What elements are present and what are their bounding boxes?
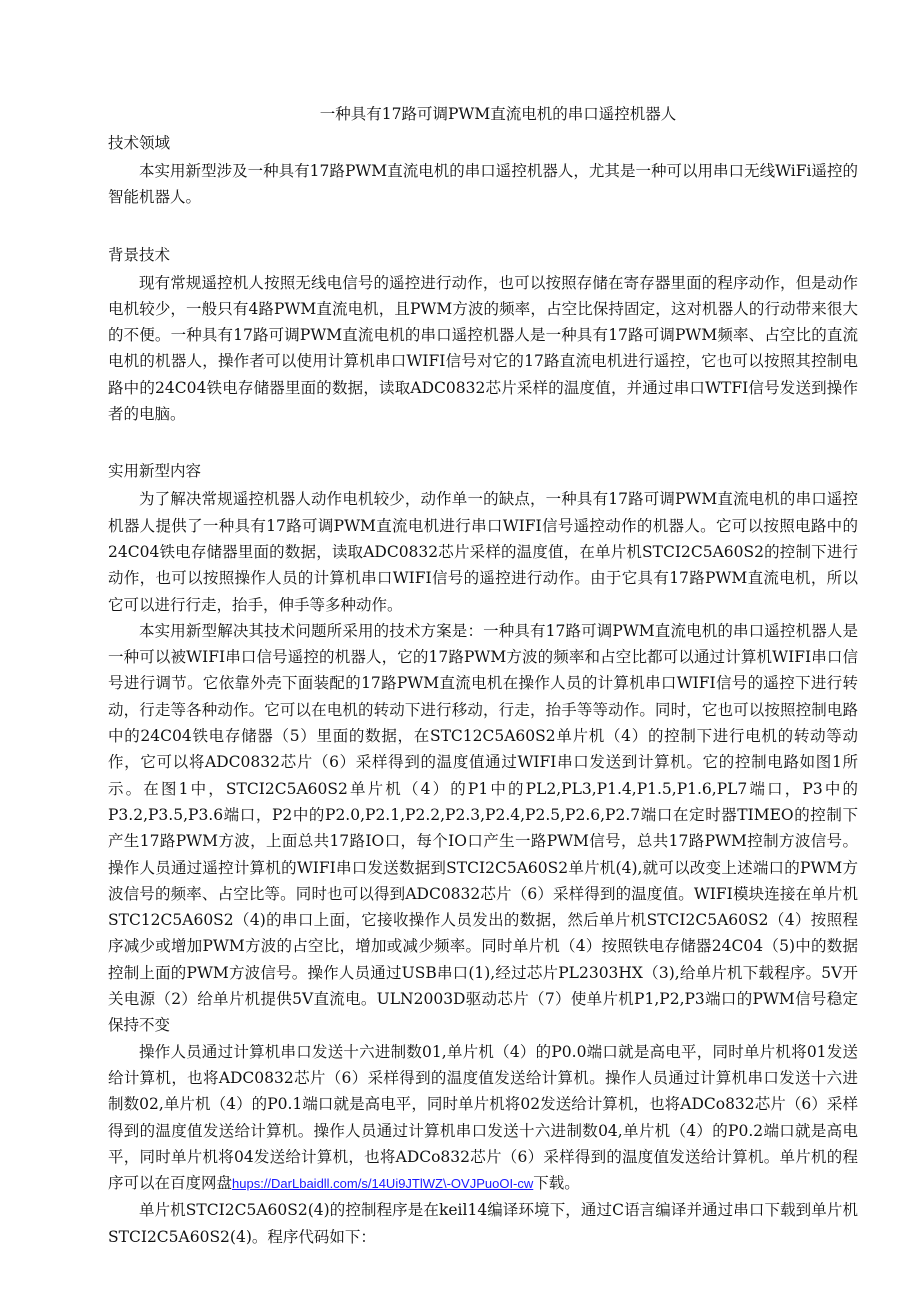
paragraph-content-3-text: 操作人员通过计算机串口发送十六进制数01,单片机（4）的P0.0端口就是高电平，同时单片机将01发送给计算机，也将ADC0832芯片（6）采样得到的温度值发送给计算机。操作人员通过计算机串口发送十六进制数02,单片机（4）的P0.1端口就是高电平，同时单片机将02发送给计算机，也将ADCo832芯片（6）采样得到的温度值发送给计算机。操作人员通过计算机串口发送十六进制数04,单片机（4）的P0.2端口就是高电平，同时单片机将04发送给计算机，也将ADCo832芯片（6）采样得到的温度值发送给计算机。单片机的程序可以在百度网盘 xyxy=(108,1042,858,1193)
download-link[interactable]: hups://DarLbaidll.com/s/14Ui9JTlWZ\-OVJPuoOI-cw xyxy=(232,1176,534,1192)
section-heading-content: 实用新型内容 xyxy=(108,462,202,481)
paragraph-background: 现有常规遥控机人按照无线电信号的遥控进行动作，也可以按照存储在寄存器里面的程序动作，但是动作电机较少，一般只有4路PWM直流电机，且PWM方波的频率，占空比保持固定，这对机器人的行动带来很大的不便。一种具有17路可调PWM直流电机的串口遥控机器人是一种具有17路可调PWM频率、占空比的直流电机的机器人，操作者可以使用计算机串口WIFI信号对它的17路直流电机进行遥控，它也可以按照其控制电路中的24C04铁电存储器里面的数据，读取ADC0832芯片采样的温度值，并通过串口WTFI信号发送到操作者的电脑。 xyxy=(108,273,858,424)
document-title: 一种具有17路可调PWM直流电机的串口遥控机器人 xyxy=(319,105,677,123)
paragraph-content-3 xyxy=(108,1039,858,1198)
paragraph-content-1: 为了解决常规遥控机器人动作电机较少，动作单一的缺点，一种具有17路可调PWM直流电机的串口遥控机器人提供了一种具有17路可调PWM直流电机进行串口WIFI信号遥控动作的机器人。它可以按照电路中的24C04铁电存储器里面的数据，读取ADC0832芯片采样的温度值，在单片机STCI2C5A60S2的控制下进行动作，也可以按照操作人员的计算机串口WIFI信号的遥控进行动作。由于它具有17路PWM直流电机，所以它可以进行行走，抬手，伸手等多种动作。 xyxy=(108,490,858,614)
paragraph-content-4: 单片机STCI2C5A60S2(4)的控制程序是在keil14编译环境下，通过C语言编译并通过串口下载到单片机STCI2C5A60S2(4)。程序代码如下： xyxy=(108,1201,858,1246)
section-heading-background: 背景技术 xyxy=(108,245,171,264)
document-body xyxy=(108,100,858,1250)
spacer xyxy=(108,427,858,457)
paragraph-content-2: 本实用新型解决其技术问题所采用的技术方案是：一种具有17路可调PWM直流电机的串口遥控机器人是一种可以被WIFI串口信号遥控的机器人，它的17路PWM方波的频率和占空比都可以通过计算机WIFI串口信号进行调节。它依靠外壳下面装配的17路PWM直流电机在操作人员的计算机串口WIFI信号的遥控下进行转动，行走等各种动作。它可以在电机的转动下进行移动，行走，抬手等等动作。同时，它也可以按照控制电路中的24C04铁电存储器（5）里面的数据，在STC12C5Α60S2单片机（4）的控制下进行电机的转动等动作，它可以将ADC0832芯片（6）采样得到的温度值通过WIFI串口发送到计算机。它的控制电路如图1所示。在图1中，STCI2C5A60S2单片机（4）的P1中的PL2,PL3,P1.4,P1.5,P1.6,PL7端口，P3中的P3.2,P3.5,P3.6端口，P2中的P2.0,P2.1,P2.2,P2.3,P2.4,P2.5,P2.6,P2.7端口在定时器TIMEO的控制下产生17路PWM方波，上面总共17路IO口，每个IO口产生一路PWM信号，总共17路PWM控制方波信号。操作人员通过遥控计算机的WIFI串口发送数据到STCI2C5A60S2单片机(4),就可以改变上述端口的PWM方波信号的频率、占空比等。同时也可以得到ADC0832芯片（6）采样得到的温度值。WIFI模块连接在单片机STC12C5Α60S2（4)的串口上面，它接收操作人员发出的数据，然后单片机STCI2C5A60S2（4）按照程序减少或增加PWM方波的占空比，增加或减少频率。同时单片机（4）按照铁电存储器24C04（5)中的数据控制上面的PWM方波信号。操作人员通过USB串口(1),经过芯片PL2303HX（3),给单片机下载程序。5V开关电源（2）给单片机提供5V直流电。ULN2003D驱动芯片（7）使单片机P1,P2,P3端口的PWM信号稳定保持不变 xyxy=(108,621,858,1035)
paragraph-technical-field: 本实用新型涉及一种具有17路PWM直流电机的串口遥控机器人，尤其是一种可以用串口无线WiFi遥控的智能机器人。 xyxy=(108,162,858,207)
section-heading-technical-field: 技术领域 xyxy=(108,134,171,152)
spacer xyxy=(108,211,858,241)
paragraph-content-3-tail: 下载。 xyxy=(533,1174,580,1193)
